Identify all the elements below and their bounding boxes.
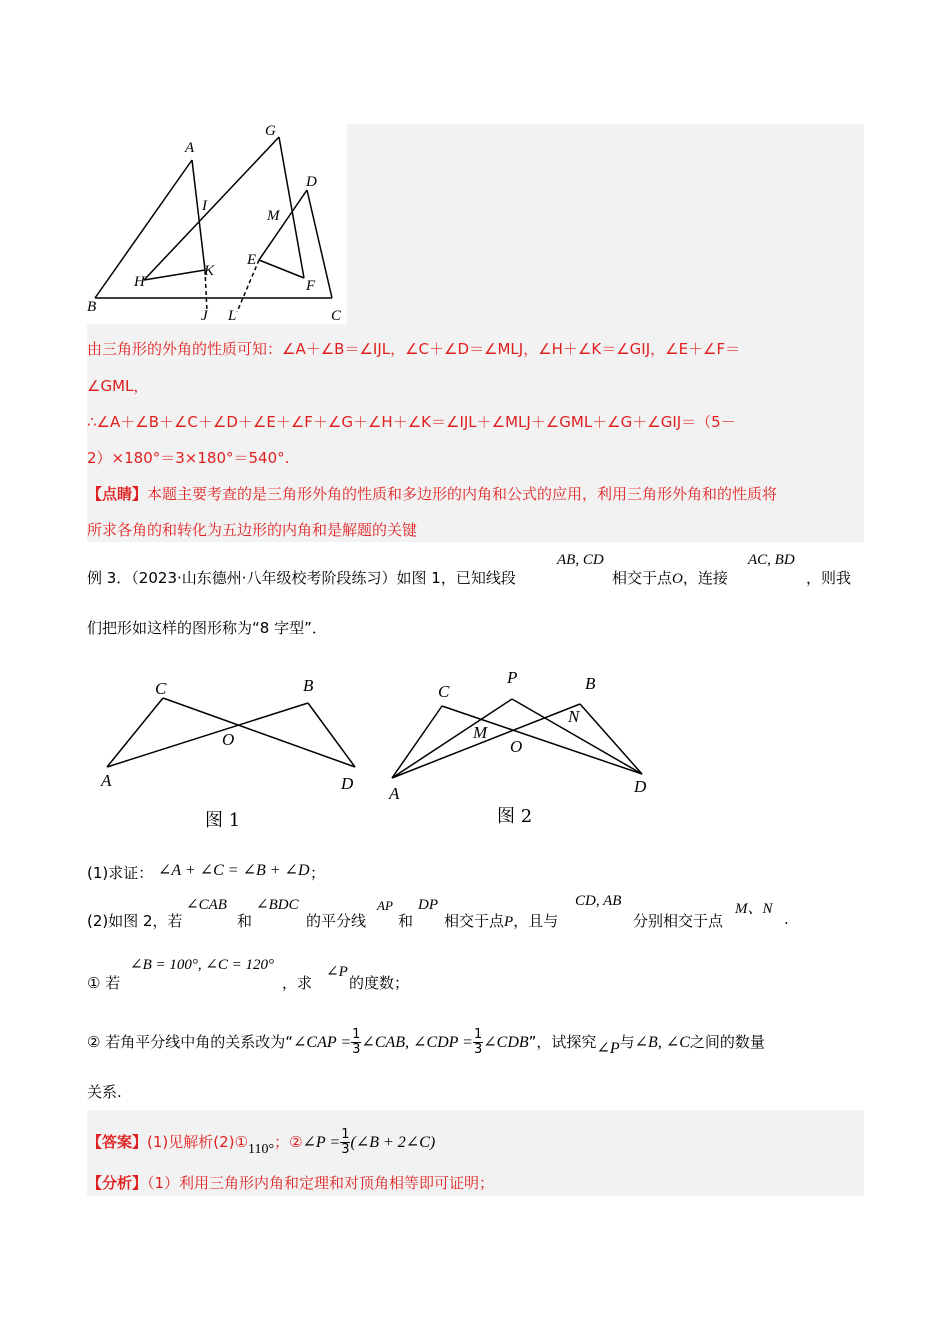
q2-text-c: ，且与	[513, 912, 559, 930]
fig1-label-A: A	[101, 771, 112, 790]
q2-and-1: 和	[237, 912, 253, 930]
solution-line-1: 由三角形的外角的性质可知：∠A＋∠B＝∠IJL，∠C＋∠D＝∠MLJ，∠H＋∠K＝∠GIJ，∠E＋∠F＝	[87, 340, 741, 358]
answer-val-1: 110°	[247, 1142, 275, 1157]
q2-dp: DP	[418, 897, 438, 913]
q2-ap: AP	[377, 898, 393, 913]
fig2-label-A: A	[389, 784, 400, 802]
q2-text-b: 相交于点	[444, 912, 505, 930]
q2-1-angle: ∠P	[326, 964, 348, 980]
q2-2-f1: ∠CAP =	[293, 1034, 352, 1051]
fig1-label-B: B	[303, 676, 314, 695]
fig1-label-O: O	[222, 730, 235, 749]
label-J: J	[201, 308, 208, 324]
q2-angle-bdc: ∠BDC	[256, 897, 299, 913]
point-line-1	[87, 483, 777, 504]
frac-1-den: 3	[352, 1042, 361, 1057]
frac-2-den: 3	[473, 1042, 483, 1057]
intro-c: ，连接	[682, 569, 728, 587]
q2-angle-cab: ∠CAB	[186, 897, 227, 913]
answer-tag: 【答案】	[87, 1133, 148, 1151]
fig1-seg-A-C	[107, 698, 163, 767]
fig1-seg-A-B	[107, 703, 308, 767]
seg-G-F	[279, 137, 304, 278]
fig1-caption: 图 1	[205, 810, 241, 831]
example-line-2: 们把形如这样的图形称为“8 字型”．	[87, 619, 327, 637]
point-text-1: 本题主要考查的是三角形外角的性质和多边形的内角和公式的应用，利用三角形外角和的性质将	[147, 485, 778, 503]
intro-b-line	[612, 567, 728, 588]
seg-ab-cd: AB, CD	[557, 552, 604, 568]
answer-frac	[340, 1128, 350, 1157]
example-intro-line	[87, 567, 516, 588]
q2-2-frac-1	[351, 1028, 361, 1057]
fig2-label-N: N	[568, 707, 580, 726]
figure-1	[95, 670, 365, 800]
fig2-caption: 图 2	[497, 806, 533, 827]
label-B: B	[87, 299, 97, 315]
label-H: H	[134, 274, 145, 290]
analysis-tag: 【分析】	[87, 1174, 148, 1192]
answer-formula	[302, 1127, 436, 1157]
label-I: I	[202, 198, 207, 214]
seg-F-E	[259, 260, 304, 278]
q2-1-mid: ，求	[282, 974, 313, 992]
answer-text-a: (1)见解析(2)①	[147, 1133, 248, 1151]
q2-text-d: 分别相交于点	[633, 912, 724, 930]
q2-2-suffix: 之间的数量	[689, 1033, 765, 1051]
q2-2-line-2: 关系.	[87, 1083, 122, 1101]
fig2-seg-A-C	[392, 706, 442, 778]
point-tag: 【点睛】	[87, 485, 148, 503]
q2-2-f3: ∠CDB	[483, 1034, 529, 1051]
fig2-label-O: O	[510, 737, 523, 756]
label-E: E	[247, 252, 257, 268]
q2-1-suffix: 的度数；	[349, 974, 410, 992]
frac-2-num: 1	[473, 1027, 483, 1042]
label-C: C	[331, 308, 342, 324]
answer-sep: ；②	[274, 1133, 303, 1151]
q2-2-f2: ∠CAB, ∠CDP =	[361, 1034, 473, 1051]
q2-2-line	[87, 1028, 765, 1057]
fig1-label-D: D	[341, 774, 354, 793]
fig1-seg-C-D	[163, 698, 355, 767]
fig1-label-C: C	[155, 679, 167, 698]
seg-E-D	[259, 190, 307, 260]
q1-prefix: (1)求证：	[87, 864, 154, 882]
label-G: G	[265, 123, 276, 139]
solution-line-2: ∠GML，	[87, 377, 149, 395]
q2-text-b-line	[444, 910, 558, 931]
fig2-label-M: M	[473, 723, 488, 742]
answer-line	[87, 1128, 435, 1157]
label-A: A	[185, 140, 195, 156]
fig2-label-P: P	[507, 668, 518, 687]
q2-mn: M、N	[735, 901, 773, 917]
q2-2-prefix: ② 若角平分线中角的关系改为“	[87, 1033, 293, 1051]
figure-top	[87, 120, 352, 325]
fig2-label-B: B	[585, 674, 596, 693]
label-D: D	[306, 174, 317, 190]
fig1-seg-B-D	[308, 703, 355, 767]
intro-d-line: ，则我	[806, 569, 852, 587]
q2-end: .	[784, 910, 789, 928]
question-2-prefix: (2)如图 2，若	[87, 912, 183, 930]
analysis-line	[87, 1172, 494, 1193]
answer-f-a: ∠P =	[302, 1134, 341, 1151]
label-F: F	[306, 278, 316, 294]
label-M: M	[267, 208, 280, 224]
q2-text-a: 的平分线	[306, 912, 367, 930]
q2-2-mid: ”，试探究	[528, 1033, 597, 1051]
analysis-text: （1）利用三角形内角和定理和对顶角相等即可证明；	[147, 1174, 495, 1192]
answer-f-b: (∠B + 2∠C)	[350, 1134, 436, 1151]
seg-H-G	[144, 137, 279, 280]
answer-frac-num: 1	[341, 1127, 350, 1142]
point-line-2: 所求各角的和转化为五边形的内角和是解题的关键	[87, 521, 418, 539]
q2-1-condition: ∠B = 100°, ∠C = 120°	[130, 957, 275, 973]
q2-2-angle-p: ∠P	[596, 1040, 620, 1057]
label-K: K	[204, 263, 215, 279]
q2-1-prefix: ① 若	[87, 974, 121, 992]
q2-2-angles: ∠B, ∠C	[634, 1034, 690, 1051]
answer-frac-den: 3	[341, 1142, 350, 1157]
label-L: L	[228, 308, 237, 324]
figure-2	[380, 662, 660, 802]
seg-ac-bd: AC, BD	[748, 552, 795, 568]
q2-cd-ab: CD, AB	[575, 893, 622, 909]
intro-a: 例 3．（2023·山东德州·八年级校考阶段练习）如图 1，已知线段	[87, 569, 516, 587]
fig2-label-C: C	[438, 682, 450, 701]
seg-K-H	[144, 270, 205, 280]
point-o: O	[672, 571, 683, 587]
solution-line-3: ∴∠A＋∠B＋∠C＋∠D＋∠E＋∠F＋∠G＋∠H＋∠K＝∠IJL＋∠MLJ＋∠GML＋∠G＋∠GIJ＝（5－	[87, 413, 736, 431]
intro-b: 相交于点	[612, 569, 673, 587]
q2-2-with: 与	[619, 1033, 635, 1051]
question-1	[87, 862, 153, 883]
frac-1-num: 1	[352, 1027, 361, 1042]
q2-2-frac-2	[473, 1028, 483, 1057]
q2-and-2: 和	[398, 912, 414, 930]
q2-p: P	[504, 914, 514, 930]
q1-suffix: ；	[310, 864, 326, 882]
q1-formula: ∠A + ∠C = ∠B + ∠D	[158, 862, 310, 879]
solution-line-4: 2）×180°＝3×180°＝540°.	[87, 449, 290, 467]
seg-A-K	[192, 160, 205, 270]
fig2-label-D: D	[634, 777, 647, 796]
